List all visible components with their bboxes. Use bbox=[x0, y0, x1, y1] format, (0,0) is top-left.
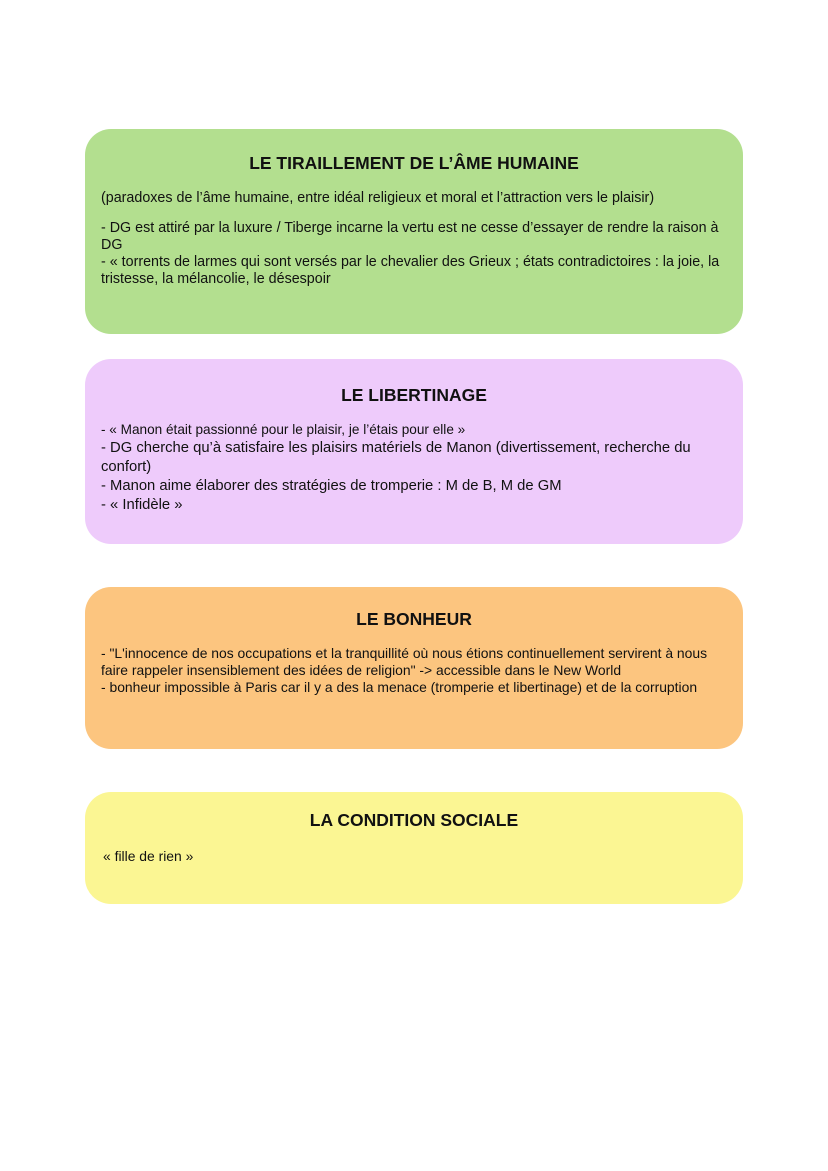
section-line: - « Manon était passionné pour le plaisir, je l’étais pour elle » bbox=[101, 422, 466, 437]
section-line: « fille de rien » bbox=[103, 848, 194, 864]
section-line: - "L'innocence de nos occupations et la tranquillité où nous étions continuellement servirent à nous faire rappeler insensiblement des idées de religion" -> accessible dans le New World bbox=[101, 645, 708, 678]
section-body bbox=[101, 174, 727, 288]
section-body bbox=[101, 630, 727, 696]
section-card-libertinage bbox=[85, 359, 743, 544]
section-body bbox=[101, 406, 727, 515]
section-line: - « Infidèle » bbox=[101, 497, 183, 513]
section-title: LA CONDITION SOCIALE bbox=[309, 810, 519, 830]
section-line: - « torrents de larmes qui sont versés par le chevalier des Grieux ; états contradictoires : la joie, la tristesse, la mélancolie, le désespoir bbox=[101, 254, 720, 287]
section-intro: (paradoxes de l’âme humaine, entre idéal religieux et moral et l’attraction vers le plaisir) bbox=[101, 190, 655, 206]
section-line: - Manon aime élaborer des stratégies de tromperie : M de B, M de GM bbox=[101, 478, 562, 494]
section-line: - DG cherche qu’à satisfaire les plaisirs matériels de Manon (divertissement, recherche du confort) bbox=[101, 440, 691, 475]
section-body bbox=[101, 831, 727, 865]
section-title: LE TIRAILLEMENT DE L’ÂME HUMAINE bbox=[249, 153, 579, 173]
section-card-condition-sociale bbox=[85, 792, 743, 904]
section-line: - bonheur impossible à Paris car il y a des la menace (tromperie et libertinage) et de la corruption bbox=[101, 679, 698, 695]
section-title: LE BONHEUR bbox=[356, 609, 472, 629]
section-title: LE LIBERTINAGE bbox=[341, 385, 487, 405]
section-card-tiraillement bbox=[85, 129, 743, 334]
section-line: - DG est attiré par la luxure / Tiberge incarne la vertu est ne cesse d’essayer de rendre la raison à DG bbox=[101, 220, 719, 253]
section-card-bonheur bbox=[85, 587, 743, 749]
